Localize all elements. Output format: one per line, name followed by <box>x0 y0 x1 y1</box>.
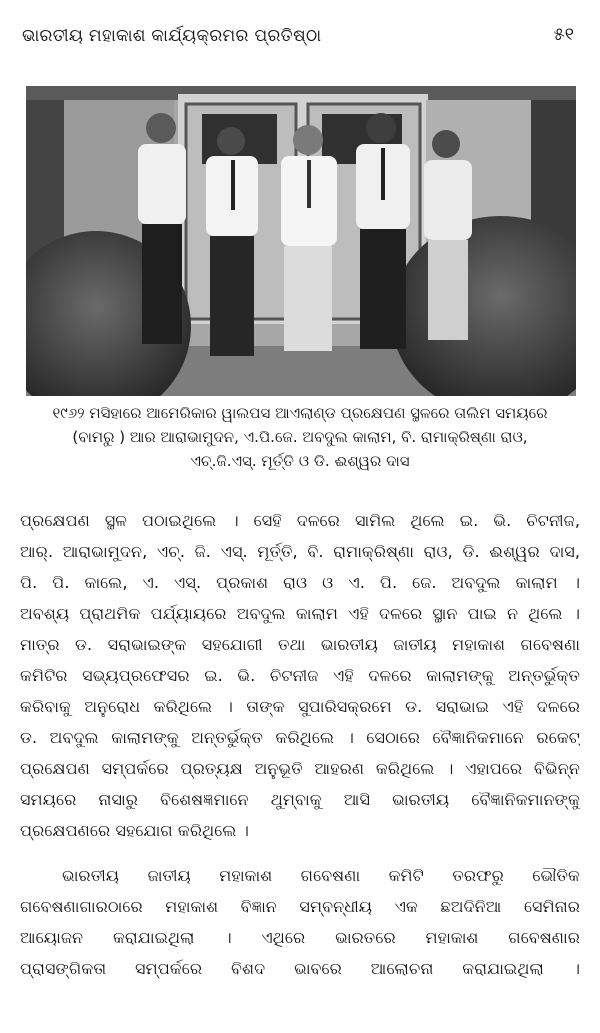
text-line: ଗବେଷଣାଗାରଠାରେ ମହାକାଶ ବିଜ୍ଞାନ ସମ୍ବନ୍ଧୀୟ ଏକ ଛଅଦିନିଆ ସେମିନାର <box>20 897 580 916</box>
text-line: ସମୟରେ ନାସାରୁ ବିଶେଷଜ୍ଞମାନେ ଥୁମ୍ବାକୁ ଆସି ଭାରତୀୟ ବୈଜ୍ଞାନିକମାନଙ୍କୁ <box>20 790 580 809</box>
caption-line: ୧୯୬୨ ମସିହାରେ ଆମେରିକାର ୱାଲପସ ଆଏଲାଣ୍ଡ ପ୍ରକ୍ଷେପଣ ସ୍ଥଳରେ ତାଲିମ ସମୟରେ <box>52 404 548 422</box>
paragraph-2 <box>20 860 580 984</box>
text-line: ଭାରତୀୟ ଜାତୀୟ ମହାକାଶ ଗବେଷଣା କମିଟି ତରଫରୁ ଭୌତିକ <box>62 866 580 885</box>
caption-line: (ବାମରୁ ) ଆର ଆରାଭାମୁଦନ, ଏ.ପି.ଜେ. ଅବଦୁଲ କାଲାମ, ବି. ରାମାକ୍ରିଷ୍ଣା ରାଓ, <box>72 428 528 446</box>
text-line: ପ୍ରକ୍ଷେପଣରେ ସହଯୋଗ କରିଥିଲେ । <box>20 821 249 840</box>
text-line: ଆୟୋଜନ କରାଯାଇଥିଲା । ଏଥିରେ ଭାରତରେ ମହାକାଶ ଗବେଷଣାର <box>20 928 580 947</box>
text-line: ଅବଶ୍ୟ ପ୍ରାଥମିକ ପର୍ଯ୍ୟାୟରେ ଅବଦୁଲ କାଲାମ ଏହି ଦଳରେ ସ୍ଥାନ ପାଇ ନ ଥିଲେ । <box>20 604 580 623</box>
text-line: ମାତ୍ର ଡ. ସରାଭାଇଙ୍କ ସହଯୋଗୀ ତଥା ଭାରତୀୟ ଜାତୀୟ ମହାକାଶ ଗବେଷଣା <box>20 635 580 654</box>
running-title: ଭାରତୀୟ ମହାକାଶ କାର୍ଯ୍ୟକ୍ରମର ପ୍ରତିଷ୍ଠା <box>22 26 322 46</box>
text-line: ଡ. ଅବଦୁଲ କାଲାମଙ୍କୁ ଅନ୍ତର୍ଭୁକ୍ତ କରିଥିଲେ । ସେଠାରେ ବୈଜ୍ଞାନିକମାନେ ରକେଟ୍ <box>20 728 580 747</box>
text-line: କମିଟିର ସଭ୍ୟପ୍ରଫେସର ଇ. ଭି. ଚିଟନୀଜ ଏହି ଦଳରେ କାଲାମଙ୍କୁ ଅନ୍ତର୍ଭୁକ୍ତ <box>20 666 580 685</box>
text-line: ପ୍ରକ୍ଷେପଣ ସମ୍ପର୍କରେ ପ୍ରତ୍ୟକ୍ଷ ଅନୁଭୂତି ଆହରଣ କରିଥିଲେ । ଏହାପରେ ବିଭିନ୍ନ <box>20 759 580 778</box>
text-line: ପ୍ରକ୍ଷେପଣ ସ୍ଥଳ ପଠାଇଥିଲେ । ସେହି ଦଳରେ ସାମିଲ ଥିଲେ ଇ. ଭି. ଚିଟନୀଜ, <box>20 511 580 530</box>
text-line: ଆର୍. ଆରାଭାମୁଦନ, ଏଚ୍. ଜି. ଏସ୍. ମୂର୍ତ୍ତି, ବି. ରାମାକ୍ରିଷ୍ଣା ରାଓ, ଡି. ଈଶ୍ୱର ଦାସ, <box>20 542 580 561</box>
text-line: ପ୍ରାସଙ୍ଗିକତା ସମ୍ପର୍କରେ ବିଶଦ ଭାବରେ ଆଲୋଚନା କରାଯାଇଥିଲା । <box>20 959 580 978</box>
page-header <box>22 18 578 58</box>
text-line: ପି. ପି. କାଲେ, ଏ. ଏସ୍. ପ୍ରକାଶ ରାଓ ଓ ଏ. ପି. ଜେ. ଅବଦୁଲ କାଲାମ । <box>20 573 580 592</box>
text-line: କରିବାକୁ ଅନୁରୋଧ କରିଥିଲେ । ତାଙ୍କ ସୁପାରିସକ୍ରମେ ଡ. ସରାଭାଇ ଏହି ଦଳରେ <box>20 697 580 716</box>
page-number: ୫୧ <box>553 24 574 45</box>
paragraph-1 <box>20 505 580 846</box>
group-photograph <box>26 86 576 396</box>
photo-caption <box>20 401 580 473</box>
body-text <box>20 505 580 984</box>
caption-line: ଏଚ୍.ଜି.ଏସ୍. ମୂର୍ତ୍ତି ଓ ଡି. ଈଶ୍ୱର ଦାସ <box>190 452 410 470</box>
photo-illustration <box>26 86 576 396</box>
